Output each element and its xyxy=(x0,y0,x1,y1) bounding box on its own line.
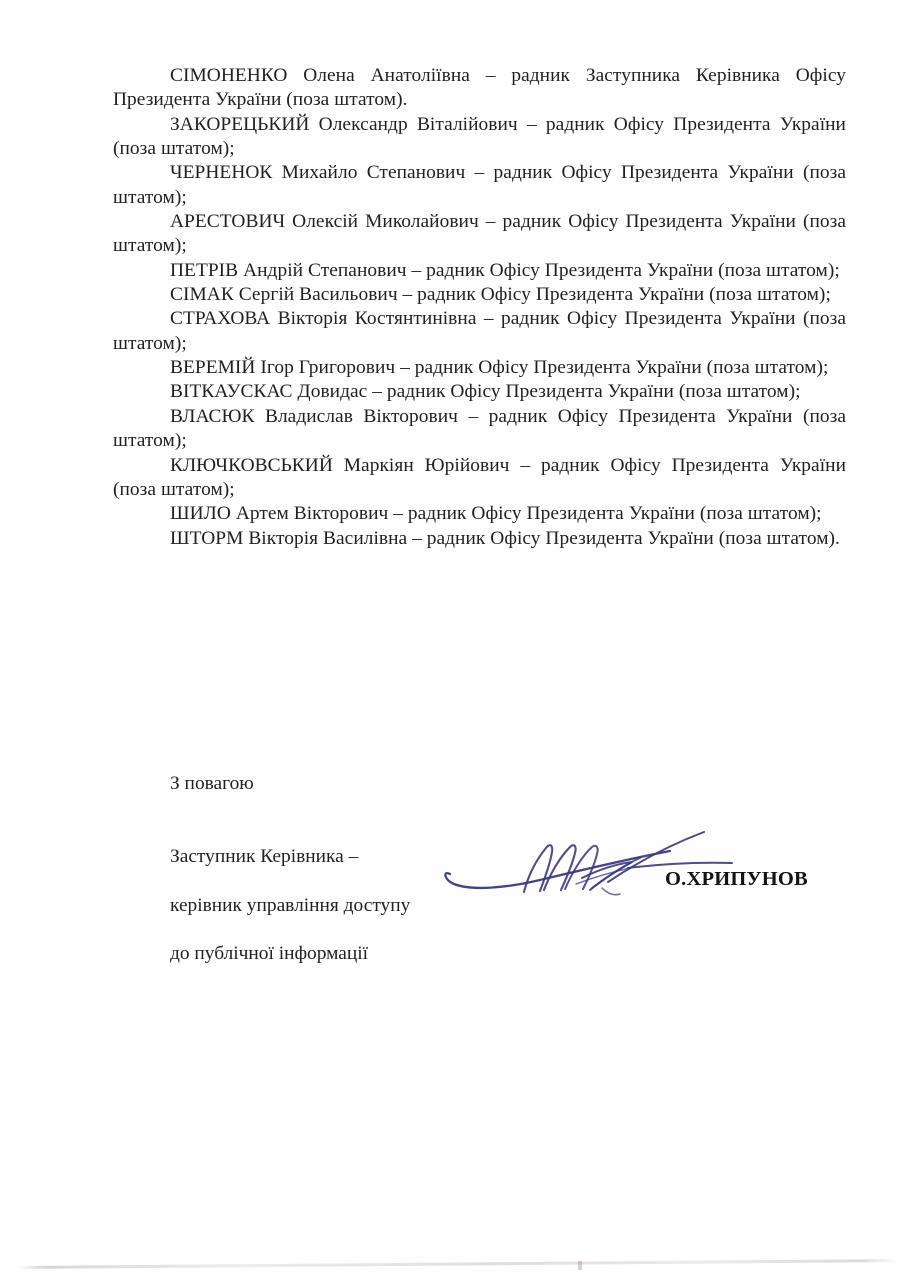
signatory-title-line-2: керівник управління доступу xyxy=(170,894,411,916)
list-item: ВІТКАУСКАС Довидас – радник Офісу Президента України (поза штатом); xyxy=(170,381,801,403)
scan-artifact-speck xyxy=(578,1261,582,1270)
list-item: СІМАК Сергій Васильович – радник Офісу Президента України (поза штатом); xyxy=(170,284,831,306)
list-item: СІМОНЕНКО Олена Анатоліївна – радник Заступника Керівника Офісу Президента України (поза штатом). xyxy=(113,65,846,111)
closing-salutation: З повагою xyxy=(170,773,254,794)
handwritten-signature-icon xyxy=(432,818,752,904)
scan-artifact-line xyxy=(18,1259,898,1269)
signatory-title-line-3: до публічної інформації xyxy=(170,943,369,965)
list-item: КЛЮЧКОВСЬКИЙ Маркіян Юрійович – радник Офісу Президента України (поза штатом); xyxy=(113,454,846,500)
list-item: ВЕРЕМІЙ Ігор Григорович – радник Офісу Президента України (поза штатом); xyxy=(170,357,829,379)
document-body xyxy=(113,64,846,551)
list-item: ВЛАСЮК Владислав Вікторович – радник Офісу Президента України (поза штатом); xyxy=(113,405,846,452)
list-item: ЧЕРНЕНОК Михайло Степанович – радник Офісу Президента України (поза штатом); xyxy=(113,162,846,208)
list-item: АРЕСТОВИЧ Олексій Миколайович – радник Офісу Президента України (поза штатом); xyxy=(113,211,846,257)
list-item: СТРАХОВА Вікторія Костянтинівна – радник Офісу Президента України (поза штатом); xyxy=(113,308,846,354)
list-item: ПЕТРІВ Андрій Степанович – радник Офісу Президента України (поза штатом); xyxy=(170,259,840,281)
list-item: ШТОРМ Вікторія Василівна – радник Офісу Президента України (поза штатом). xyxy=(170,527,840,549)
signatory-title xyxy=(170,821,410,991)
list-item: ШИЛО Артем Вікторович – радник Офісу Президента України (поза штатом); xyxy=(170,503,822,525)
list-item: ЗАКОРЕЦЬКИЙ Олександр Віталійович – радник Офісу Президента України (поза штатом); xyxy=(113,113,846,160)
signatory-title-line-1: Заступник Керівника – xyxy=(170,846,359,868)
signatory-name: О.ХРИПУНОВ xyxy=(665,868,808,890)
